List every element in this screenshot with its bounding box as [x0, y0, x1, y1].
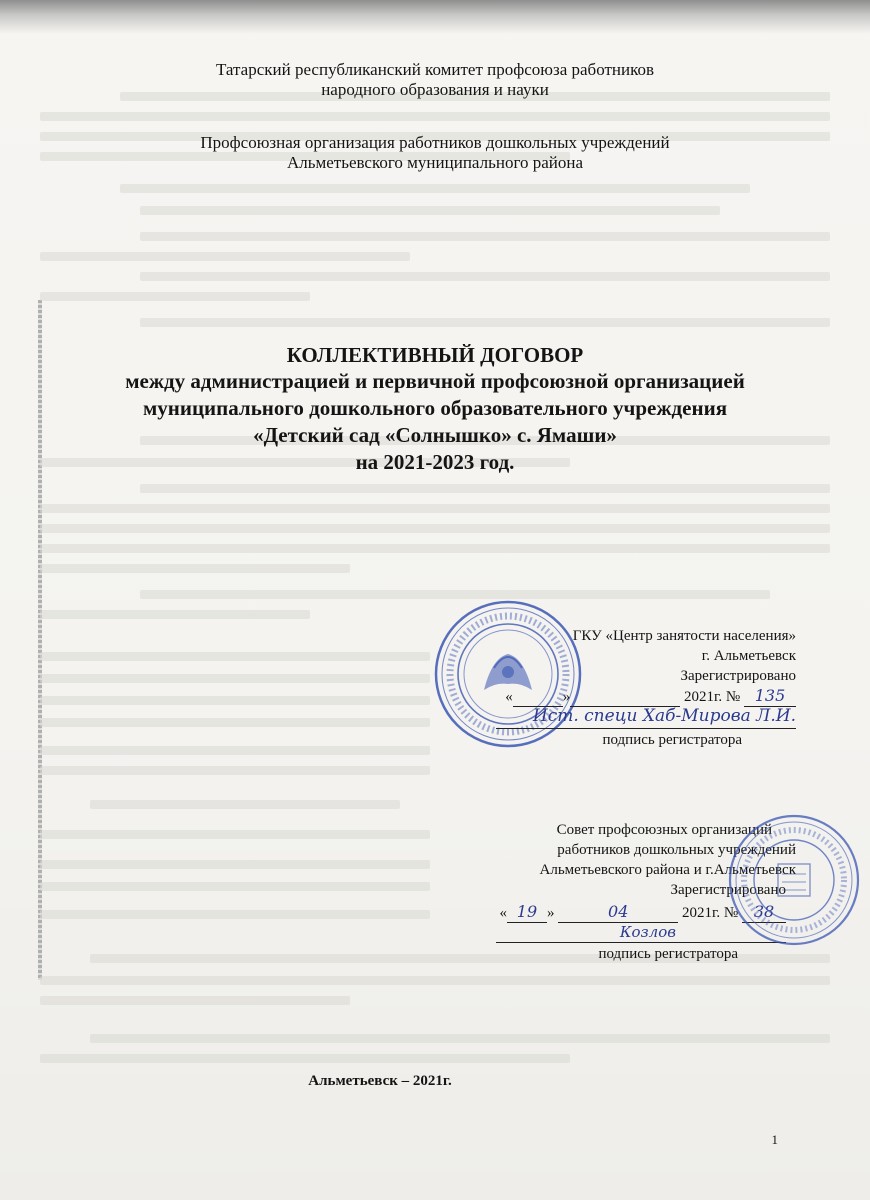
bleed-line [40, 652, 430, 661]
registration-number-field: 135 [744, 686, 796, 707]
signature-caption-2: подпись регистратора [598, 946, 738, 962]
document-subtitle-line3: «Детский сад «Солнышко» с. Ямаши» [253, 423, 617, 447]
registration-year-label-2: 2021г. № [681, 905, 739, 921]
bleed-line [40, 996, 350, 1005]
council-org-line2: работников дошкольных учреждений [557, 842, 796, 858]
bleed-line [40, 766, 430, 775]
bleed-line [140, 484, 830, 493]
bleed-line [40, 830, 430, 839]
bleed-line [40, 544, 830, 553]
registrar-handwritten-signature: Ист. специ Хаб-Мирова Л.И. [532, 706, 796, 726]
bleed-line [90, 1034, 830, 1043]
bleed-line [40, 524, 830, 533]
header-org-line4: Альметьевского муниципального района [286, 153, 584, 172]
registrar-city: г. Альметьевск [701, 648, 796, 664]
bleed-line [140, 318, 830, 327]
bleed-line [40, 504, 830, 513]
bleed-line [40, 1054, 570, 1063]
council-org-line3: Альметьевского района и г.Альметьевск [539, 862, 796, 878]
header-org-line2: народного образования и науки [321, 80, 549, 99]
bleed-line [40, 746, 430, 755]
registration-date-line-2: « 19 » 04 2021г. № 38 [499, 902, 786, 923]
date-day-field-2: 19 [507, 902, 547, 923]
registration-status: Зарегистрировано [680, 668, 796, 684]
bleed-line [40, 976, 830, 985]
bleed-line [40, 882, 430, 891]
date-quote-close: » [562, 689, 571, 705]
bleed-line [40, 718, 430, 727]
bleed-line [140, 272, 830, 281]
bleed-line [40, 610, 310, 619]
bleed-line [40, 292, 310, 301]
date-quote-open: « [505, 689, 513, 705]
registration-year-label: 2021г. № [683, 689, 741, 705]
page-number: 1 [771, 1132, 778, 1147]
round-seal-stamp-2 [726, 812, 862, 948]
bleed-line [40, 696, 430, 705]
registrar-signature-line [496, 706, 796, 729]
bleed-line [140, 232, 830, 241]
document-subtitle-line2: муниципального дошкольного образовательного учреждения [142, 396, 728, 420]
date-month-field-2: 04 [558, 902, 678, 923]
bleed-line [40, 860, 430, 869]
bleed-line [40, 564, 350, 573]
registration-number-field-2: 38 [742, 902, 786, 923]
registrar-org-name: ГКУ «Центр занятости населения» [572, 628, 796, 644]
bleed-line [40, 112, 830, 121]
council-org-line1: Совет профсоюзных организаций [556, 822, 772, 838]
document-title: КОЛЛЕКТИВНЫЙ ДОГОВОР [286, 343, 584, 367]
document-subtitle-line4: на 2021-2023 год. [355, 450, 515, 474]
bleed-line [120, 184, 750, 193]
bleed-line [90, 800, 400, 809]
bleed-line [140, 206, 720, 215]
header-org-line1: Татарский республиканский комитет профсоюза работников [215, 60, 655, 79]
document-subtitle-line1: между администрацией и первичной профсоюзной организацией [125, 369, 745, 393]
bleed-line [40, 252, 410, 261]
registration-date-line [505, 686, 796, 707]
header-org-line3: Профсоюзная организация работников дошкольных учреждений [200, 133, 670, 152]
bleed-line [40, 910, 430, 919]
scan-top-shadow [0, 0, 870, 34]
signature-caption-1: подпись регистратора [602, 732, 742, 748]
place-and-year: Альметьевск – 2021г. [308, 1073, 452, 1089]
bleed-line [40, 674, 430, 683]
registrar-handwritten-signature-2: Козлов [619, 923, 676, 941]
registration-status-2: Зарегистрировано [670, 882, 786, 898]
